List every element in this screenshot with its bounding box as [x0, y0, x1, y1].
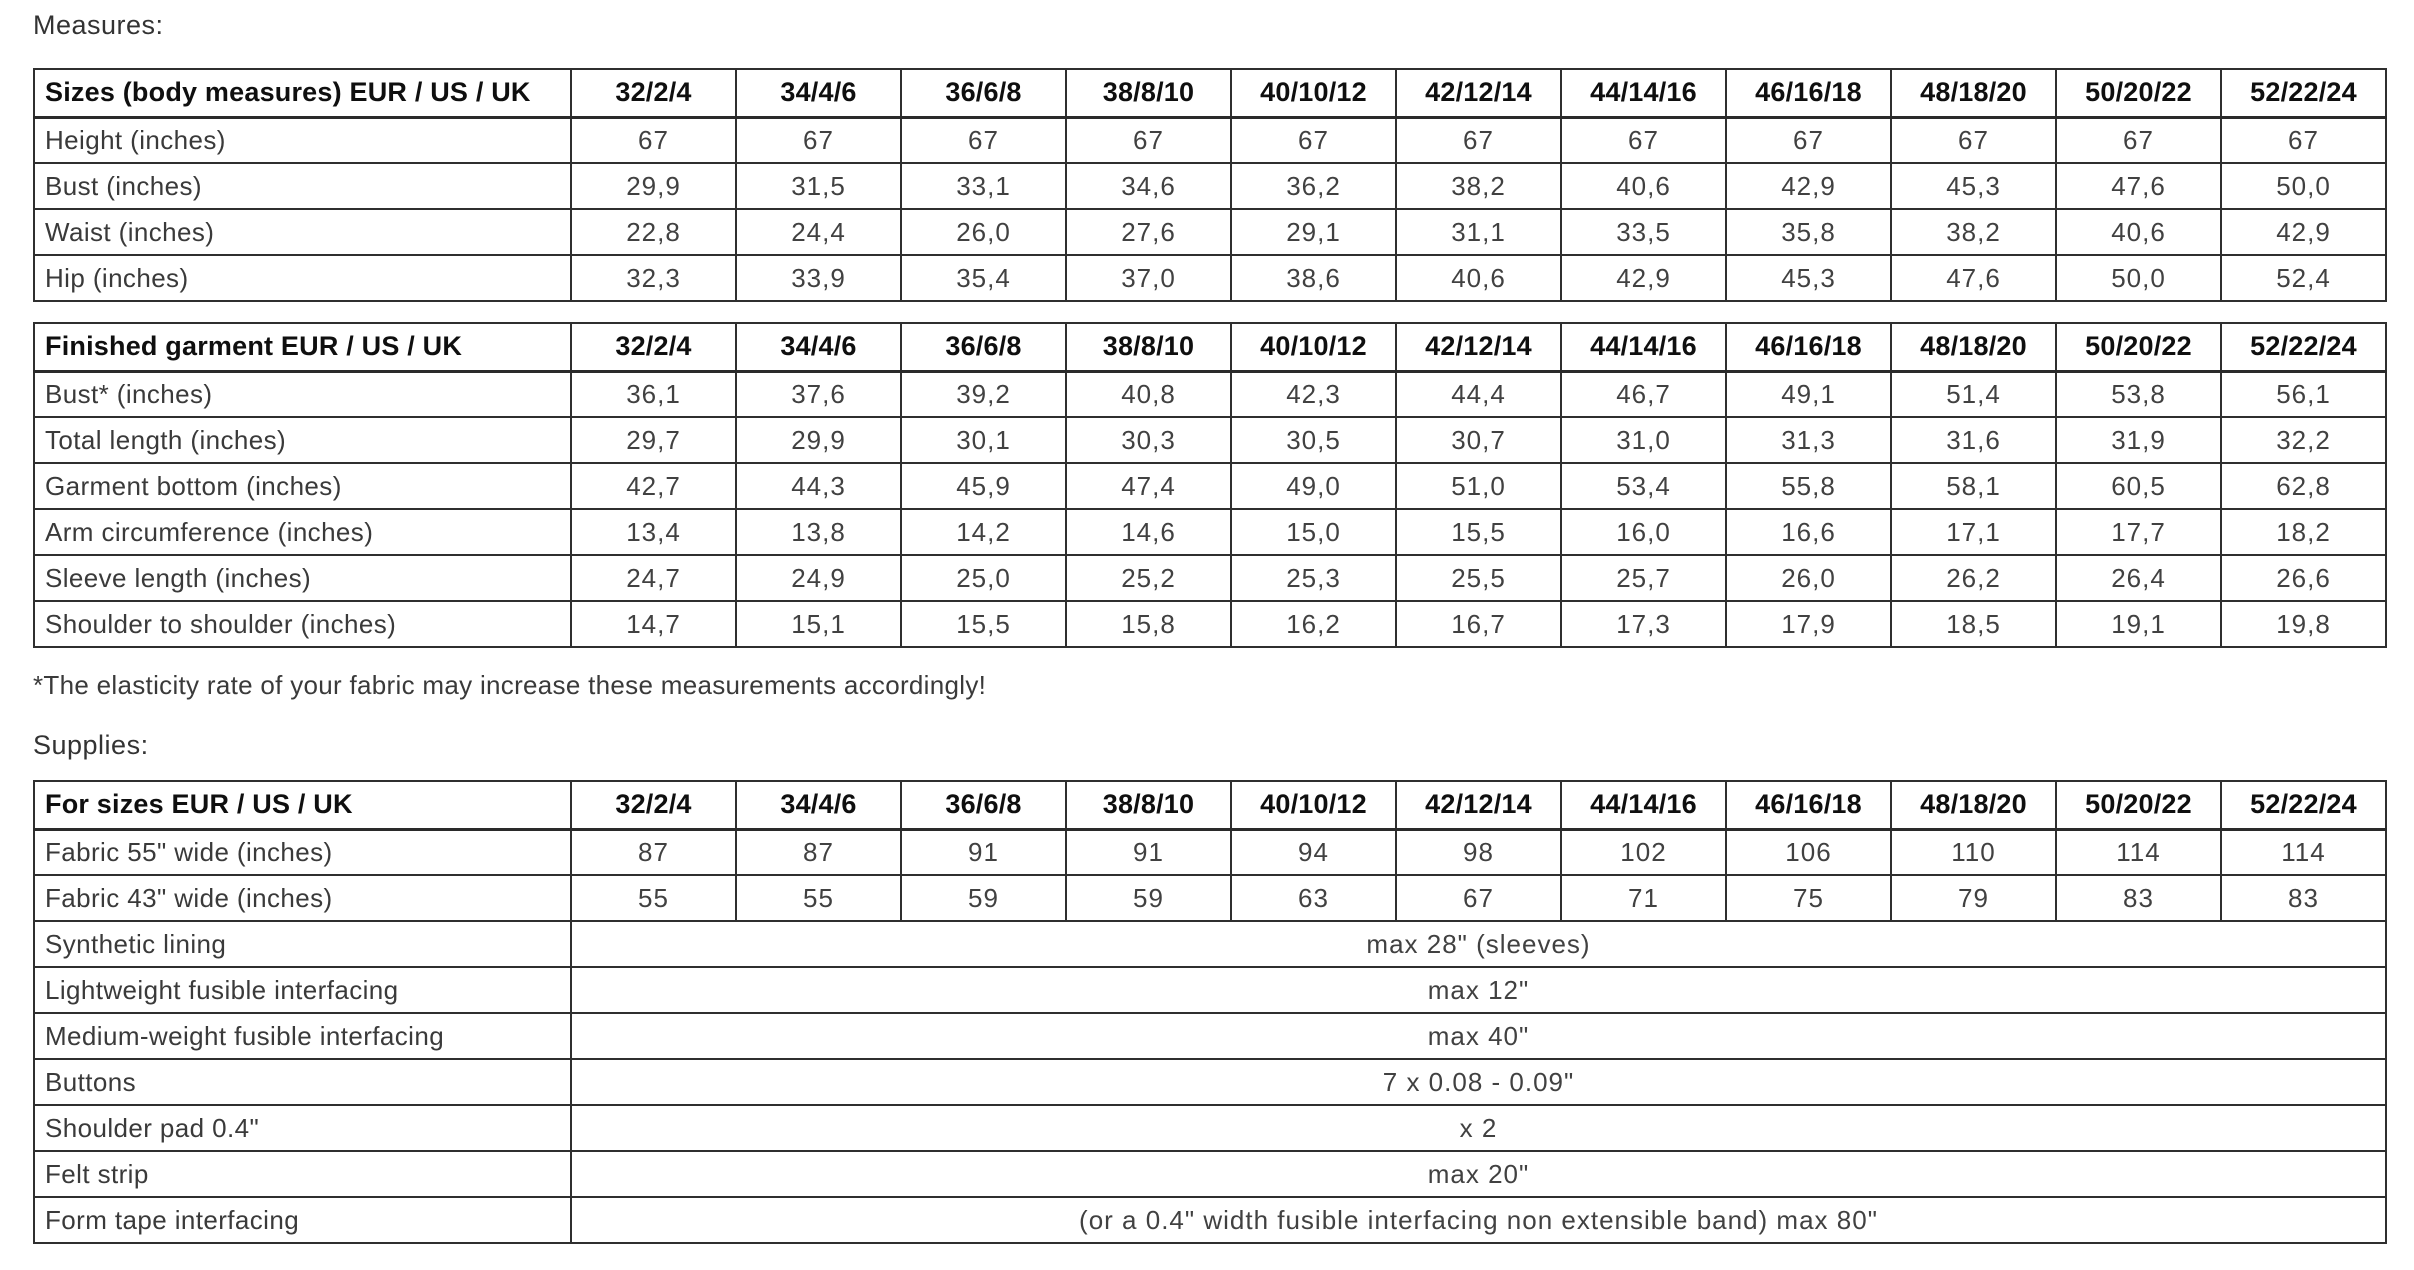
merged-value-cell: 7 x 0.08 - 0.09" [571, 1059, 2386, 1105]
value-cell: 83 [2221, 875, 2386, 921]
value-cell: 53,8 [2056, 371, 2221, 417]
value-cell: 27,6 [1066, 209, 1231, 255]
size-column-header: 42/12/14 [1396, 69, 1561, 117]
measures-section-label: Measures: [33, 10, 164, 40]
row-label: Shoulder to shoulder (inches) [34, 601, 571, 647]
value-cell: 15,0 [1231, 509, 1396, 555]
supplies-section-label: Supplies: [33, 730, 149, 760]
size-column-header: 46/16/18 [1726, 323, 1891, 371]
value-cell: 56,1 [2221, 371, 2386, 417]
row-label: Medium-weight fusible interfacing [34, 1013, 571, 1059]
size-column-header: 52/22/24 [2221, 781, 2386, 829]
value-cell: 13,4 [571, 509, 736, 555]
size-column-header: 48/18/20 [1891, 323, 2056, 371]
table-row [34, 1151, 2386, 1197]
value-cell: 42,9 [1561, 255, 1726, 301]
value-cell: 29,7 [571, 417, 736, 463]
table-row [34, 1105, 2386, 1151]
value-cell: 91 [901, 829, 1066, 875]
value-cell: 25,5 [1396, 555, 1561, 601]
value-cell: 55,8 [1726, 463, 1891, 509]
value-cell: 50,0 [2056, 255, 2221, 301]
size-column-header: 38/8/10 [1066, 69, 1231, 117]
value-cell: 17,1 [1891, 509, 2056, 555]
merged-value-cell: max 28" (sleeves) [571, 921, 2386, 967]
value-cell: 38,2 [1396, 163, 1561, 209]
value-cell: 36,1 [571, 371, 736, 417]
value-cell: 36,2 [1231, 163, 1396, 209]
size-column-header: 52/22/24 [2221, 69, 2386, 117]
value-cell: 33,5 [1561, 209, 1726, 255]
value-cell: 16,0 [1561, 509, 1726, 555]
value-cell: 45,3 [1891, 163, 2056, 209]
table-row [34, 209, 2386, 255]
value-cell: 16,7 [1396, 601, 1561, 647]
value-cell: 25,7 [1561, 555, 1726, 601]
row-label: Sleeve length (inches) [34, 555, 571, 601]
value-cell: 42,3 [1231, 371, 1396, 417]
merged-value-cell: max 40" [571, 1013, 2386, 1059]
value-cell: 31,6 [1891, 417, 2056, 463]
value-cell: 110 [1891, 829, 2056, 875]
value-cell: 24,4 [736, 209, 901, 255]
row-label: Lightweight fusible interfacing [34, 967, 571, 1013]
value-cell: 15,1 [736, 601, 901, 647]
table-row [34, 1197, 2386, 1243]
size-column-header: 34/4/6 [736, 781, 901, 829]
value-cell: 29,9 [571, 163, 736, 209]
value-cell: 30,1 [901, 417, 1066, 463]
table-row [34, 829, 2386, 875]
size-column-header: 42/12/14 [1396, 781, 1561, 829]
table-row [34, 921, 2386, 967]
value-cell: 102 [1561, 829, 1726, 875]
merged-value-cell: max 12" [571, 967, 2386, 1013]
size-column-header: 32/2/4 [571, 781, 736, 829]
value-cell: 31,1 [1396, 209, 1561, 255]
value-cell: 60,5 [2056, 463, 2221, 509]
row-label: Fabric 55" wide (inches) [34, 829, 571, 875]
value-cell: 40,8 [1066, 371, 1231, 417]
size-column-header: 44/14/16 [1561, 323, 1726, 371]
value-cell: 46,7 [1561, 371, 1726, 417]
size-column-header: 42/12/14 [1396, 323, 1561, 371]
header-row [34, 781, 2386, 829]
value-cell: 16,2 [1231, 601, 1396, 647]
header-row [34, 69, 2386, 117]
size-column-header: 50/20/22 [2056, 781, 2221, 829]
value-cell: 40,6 [1396, 255, 1561, 301]
merged-value-cell: (or a 0.4" width fusible interfacing non extensible band) max 80" [571, 1197, 2386, 1243]
value-cell: 87 [571, 829, 736, 875]
value-cell: 31,9 [2056, 417, 2221, 463]
value-cell: 47,6 [2056, 163, 2221, 209]
value-cell: 106 [1726, 829, 1891, 875]
value-cell: 67 [1561, 117, 1726, 163]
size-column-header: 34/4/6 [736, 69, 901, 117]
value-cell: 31,5 [736, 163, 901, 209]
value-cell: 59 [1066, 875, 1231, 921]
value-cell: 79 [1891, 875, 2056, 921]
row-label: Waist (inches) [34, 209, 571, 255]
value-cell: 30,5 [1231, 417, 1396, 463]
value-cell: 47,4 [1066, 463, 1231, 509]
value-cell: 67 [1066, 117, 1231, 163]
merged-value-cell: max 20" [571, 1151, 2386, 1197]
value-cell: 44,4 [1396, 371, 1561, 417]
value-cell: 94 [1231, 829, 1396, 875]
value-cell: 16,6 [1726, 509, 1891, 555]
value-cell: 14,6 [1066, 509, 1231, 555]
size-column-header: 50/20/22 [2056, 69, 2221, 117]
value-cell: 31,0 [1561, 417, 1726, 463]
table-supplies [33, 780, 2387, 1244]
table-row [34, 371, 2386, 417]
value-cell: 67 [2221, 117, 2386, 163]
row-label: Form tape interfacing [34, 1197, 571, 1243]
table-row [34, 967, 2386, 1013]
value-cell: 63 [1231, 875, 1396, 921]
table-row [34, 1059, 2386, 1105]
size-column-header: 36/6/8 [901, 323, 1066, 371]
value-cell: 59 [901, 875, 1066, 921]
size-column-header: 40/10/12 [1231, 69, 1396, 117]
value-cell: 42,7 [571, 463, 736, 509]
value-cell: 67 [1396, 117, 1561, 163]
table-row [34, 555, 2386, 601]
value-cell: 15,5 [901, 601, 1066, 647]
merged-value-cell: x 2 [571, 1105, 2386, 1151]
value-cell: 114 [2221, 829, 2386, 875]
row-label: Felt strip [34, 1151, 571, 1197]
table-row [34, 417, 2386, 463]
value-cell: 67 [571, 117, 736, 163]
value-cell: 19,1 [2056, 601, 2221, 647]
row-label: Bust (inches) [34, 163, 571, 209]
value-cell: 55 [736, 875, 901, 921]
table-row [34, 463, 2386, 509]
size-column-header: 40/10/12 [1231, 781, 1396, 829]
value-cell: 49,0 [1231, 463, 1396, 509]
value-cell: 33,1 [901, 163, 1066, 209]
size-column-header: 46/16/18 [1726, 69, 1891, 117]
value-cell: 55 [571, 875, 736, 921]
table-row [34, 1013, 2386, 1059]
value-cell: 31,3 [1726, 417, 1891, 463]
value-cell: 50,0 [2221, 163, 2386, 209]
value-cell: 38,6 [1231, 255, 1396, 301]
value-cell: 51,0 [1396, 463, 1561, 509]
value-cell: 26,6 [2221, 555, 2386, 601]
value-cell: 37,6 [736, 371, 901, 417]
size-column-header: 44/14/16 [1561, 781, 1726, 829]
value-cell: 32,3 [571, 255, 736, 301]
size-column-header: 40/10/12 [1231, 323, 1396, 371]
value-cell: 30,7 [1396, 417, 1561, 463]
value-cell: 67 [1891, 117, 2056, 163]
value-cell: 34,6 [1066, 163, 1231, 209]
value-cell: 33,9 [736, 255, 901, 301]
row-label: Garment bottom (inches) [34, 463, 571, 509]
elasticity-footnote: *The elasticity rate of your fabric may increase these measurements accordingly! [33, 670, 987, 700]
table-row [34, 509, 2386, 555]
table-row [34, 875, 2386, 921]
value-cell: 67 [1726, 117, 1891, 163]
value-cell: 19,8 [2221, 601, 2386, 647]
row-label: Bust* (inches) [34, 371, 571, 417]
row-label: Total length (inches) [34, 417, 571, 463]
value-cell: 42,9 [2221, 209, 2386, 255]
value-cell: 15,8 [1066, 601, 1231, 647]
value-cell: 114 [2056, 829, 2221, 875]
size-column-header: 48/18/20 [1891, 69, 2056, 117]
value-cell: 25,0 [901, 555, 1066, 601]
value-cell: 26,0 [901, 209, 1066, 255]
value-cell: 98 [1396, 829, 1561, 875]
table-title-cell: For sizes EUR / US / UK [34, 781, 571, 829]
header-row [34, 323, 2386, 371]
size-column-header: 38/8/10 [1066, 781, 1231, 829]
value-cell: 17,9 [1726, 601, 1891, 647]
value-cell: 67 [1396, 875, 1561, 921]
value-cell: 35,8 [1726, 209, 1891, 255]
value-cell: 87 [736, 829, 901, 875]
value-cell: 25,3 [1231, 555, 1396, 601]
value-cell: 62,8 [2221, 463, 2386, 509]
size-column-header: 38/8/10 [1066, 323, 1231, 371]
value-cell: 30,3 [1066, 417, 1231, 463]
size-column-header: 32/2/4 [571, 69, 736, 117]
value-cell: 67 [736, 117, 901, 163]
value-cell: 29,1 [1231, 209, 1396, 255]
size-column-header: 36/6/8 [901, 69, 1066, 117]
value-cell: 67 [2056, 117, 2221, 163]
table-row [34, 255, 2386, 301]
value-cell: 44,3 [736, 463, 901, 509]
value-cell: 18,5 [1891, 601, 2056, 647]
row-label: Arm circumference (inches) [34, 509, 571, 555]
row-label: Hip (inches) [34, 255, 571, 301]
value-cell: 58,1 [1891, 463, 2056, 509]
value-cell: 83 [2056, 875, 2221, 921]
value-cell: 14,2 [901, 509, 1066, 555]
size-column-header: 50/20/22 [2056, 323, 2221, 371]
size-column-header: 36/6/8 [901, 781, 1066, 829]
table-title-cell: Sizes (body measures) EUR / US / UK [34, 69, 571, 117]
value-cell: 45,9 [901, 463, 1066, 509]
value-cell: 26,2 [1891, 555, 2056, 601]
value-cell: 40,6 [2056, 209, 2221, 255]
value-cell: 32,2 [2221, 417, 2386, 463]
size-column-header: 32/2/4 [571, 323, 736, 371]
row-label: Buttons [34, 1059, 571, 1105]
size-column-header: 44/14/16 [1561, 69, 1726, 117]
value-cell: 75 [1726, 875, 1891, 921]
size-column-header: 34/4/6 [736, 323, 901, 371]
row-label: Fabric 43" wide (inches) [34, 875, 571, 921]
value-cell: 25,2 [1066, 555, 1231, 601]
value-cell: 67 [901, 117, 1066, 163]
value-cell: 35,4 [901, 255, 1066, 301]
value-cell: 29,9 [736, 417, 901, 463]
table-body-measures [33, 68, 2387, 302]
value-cell: 47,6 [1891, 255, 2056, 301]
value-cell: 18,2 [2221, 509, 2386, 555]
value-cell: 42,9 [1726, 163, 1891, 209]
table-row [34, 163, 2386, 209]
row-label: Synthetic lining [34, 921, 571, 967]
value-cell: 49,1 [1726, 371, 1891, 417]
size-column-header: 52/22/24 [2221, 323, 2386, 371]
value-cell: 91 [1066, 829, 1231, 875]
value-cell: 39,2 [901, 371, 1066, 417]
value-cell: 45,3 [1726, 255, 1891, 301]
value-cell: 37,0 [1066, 255, 1231, 301]
value-cell: 17,7 [2056, 509, 2221, 555]
value-cell: 52,4 [2221, 255, 2386, 301]
table-row [34, 117, 2386, 163]
table-finished-garment [33, 322, 2387, 648]
value-cell: 13,8 [736, 509, 901, 555]
value-cell: 26,0 [1726, 555, 1891, 601]
size-column-header: 48/18/20 [1891, 781, 2056, 829]
value-cell: 24,9 [736, 555, 901, 601]
table-row [34, 601, 2386, 647]
value-cell: 53,4 [1561, 463, 1726, 509]
value-cell: 14,7 [571, 601, 736, 647]
row-label: Shoulder pad 0.4" [34, 1105, 571, 1151]
value-cell: 71 [1561, 875, 1726, 921]
row-label: Height (inches) [34, 117, 571, 163]
value-cell: 67 [1231, 117, 1396, 163]
value-cell: 26,4 [2056, 555, 2221, 601]
value-cell: 17,3 [1561, 601, 1726, 647]
value-cell: 15,5 [1396, 509, 1561, 555]
table-title-cell: Finished garment EUR / US / UK [34, 323, 571, 371]
size-column-header: 46/16/18 [1726, 781, 1891, 829]
value-cell: 40,6 [1561, 163, 1726, 209]
value-cell: 51,4 [1891, 371, 2056, 417]
value-cell: 38,2 [1891, 209, 2056, 255]
value-cell: 24,7 [571, 555, 736, 601]
value-cell: 22,8 [571, 209, 736, 255]
